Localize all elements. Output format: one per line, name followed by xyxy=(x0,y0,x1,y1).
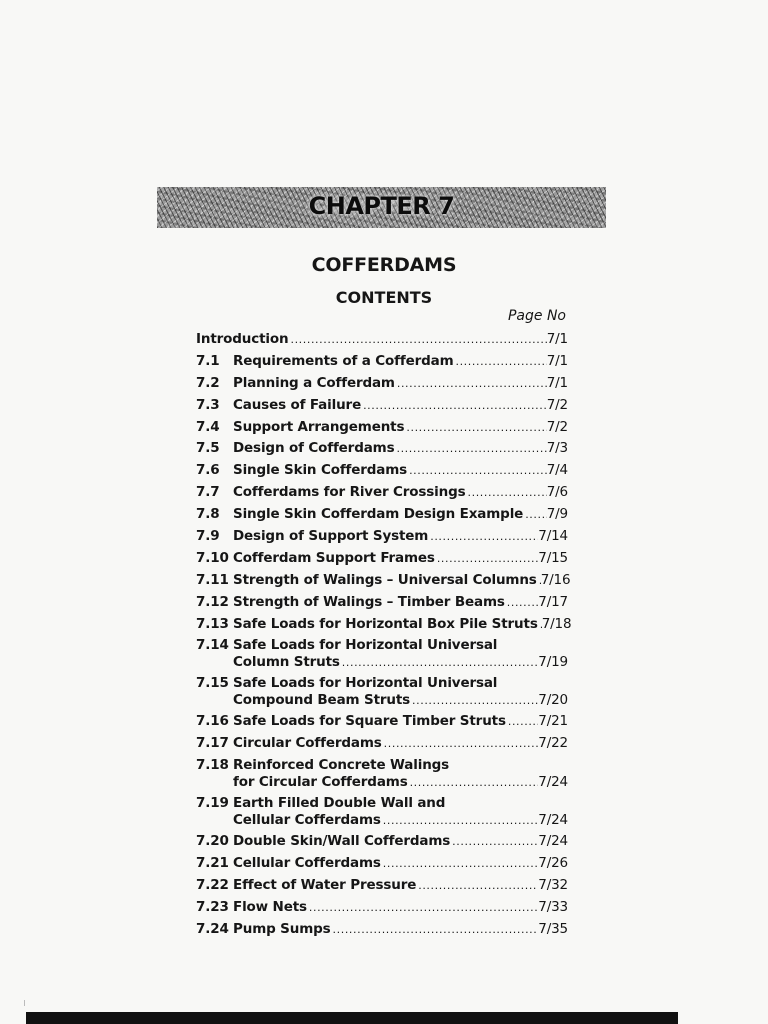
toc-page-number: 7/33 xyxy=(538,898,568,915)
toc-page-number: 7/24 xyxy=(538,812,568,829)
toc-entry xyxy=(196,921,568,938)
toc-number: 7.14 xyxy=(196,637,229,654)
toc-page-number: 7/6 xyxy=(546,484,568,501)
toc-number: 7.20 xyxy=(196,833,229,850)
toc-entry xyxy=(196,528,568,545)
scan-mark xyxy=(24,1000,25,1006)
toc-entry xyxy=(196,331,568,348)
toc-number: 7.1 xyxy=(196,352,220,369)
toc-entry xyxy=(196,899,568,916)
toc-page-number: 7/26 xyxy=(538,855,568,872)
toc-entry xyxy=(196,637,568,671)
toc-number: 7.24 xyxy=(196,920,229,937)
toc-page-number: 7/20 xyxy=(538,692,568,709)
toc-number: 7.19 xyxy=(196,795,229,812)
toc-title: Single Skin Cofferdams xyxy=(233,462,408,479)
dot-leader xyxy=(382,735,539,752)
toc-number: 7.5 xyxy=(196,440,220,457)
toc-title: Cellular Cofferdams xyxy=(233,812,381,829)
toc-title: Flow Nets xyxy=(233,898,307,915)
toc-line xyxy=(196,528,568,545)
toc-number: 7.13 xyxy=(196,615,229,632)
toc-line xyxy=(196,855,568,872)
toc-entry xyxy=(196,713,568,730)
page-title: COFFERDAMS xyxy=(311,254,457,276)
toc-line xyxy=(196,812,568,829)
toc-line xyxy=(196,353,568,370)
toc-entry xyxy=(196,440,568,457)
dot-leader xyxy=(340,654,538,671)
toc-title: Safe Loads for Horizontal Universal xyxy=(233,637,498,654)
dot-leader xyxy=(506,713,538,730)
toc-number: 7.10 xyxy=(196,549,229,566)
toc-line xyxy=(196,462,568,479)
toc-title: Effect of Water Pressure xyxy=(233,877,417,894)
toc-entry xyxy=(196,419,568,436)
toc-page-number: 7/17 xyxy=(538,593,568,610)
dot-leader xyxy=(435,550,538,567)
toc-page-number: 7/1 xyxy=(546,374,568,391)
toc-entry xyxy=(196,462,568,479)
toc-page-number: 7/1 xyxy=(546,331,568,347)
dot-leader xyxy=(394,440,546,457)
toc-line xyxy=(196,795,568,812)
toc-title: Pump Sumps xyxy=(233,920,331,937)
toc-title: Circular Cofferdams xyxy=(233,735,382,752)
toc-page-number: 7/32 xyxy=(538,877,568,894)
toc-title: Double Skin/Wall Cofferdams xyxy=(233,833,451,850)
toc-number: 7.12 xyxy=(196,593,229,610)
toc-page-number: 7/1 xyxy=(546,352,568,369)
dot-leader xyxy=(408,774,539,791)
toc-title: Safe Loads for Square Timber Struts xyxy=(233,713,506,730)
toc-line xyxy=(196,397,568,414)
toc-title: Safe Loads for Horizontal Universal xyxy=(233,675,498,692)
toc-title: Cellular Cofferdams xyxy=(233,855,381,872)
toc-entry xyxy=(196,877,568,894)
toc-entry xyxy=(196,833,568,850)
toc-line xyxy=(196,615,572,633)
toc-title: for Circular Cofferdams xyxy=(233,774,408,791)
toc-entry xyxy=(196,594,568,611)
toc-line xyxy=(196,440,568,457)
chapter-banner xyxy=(157,187,606,228)
toc-line xyxy=(196,675,568,692)
toc-number: 7.15 xyxy=(196,675,229,692)
toc-title: Compound Beam Struts xyxy=(233,692,411,709)
toc-title: Reinforced Concrete Walings xyxy=(233,757,450,774)
dot-leader xyxy=(450,833,538,850)
toc-entry xyxy=(196,571,571,589)
dot-leader xyxy=(416,877,538,894)
toc-number: 7.2 xyxy=(196,374,220,391)
toc-number: 7.16 xyxy=(196,713,229,730)
toc-page-number: 7/16 xyxy=(540,571,571,588)
toc-title: Earth Filled Double Wall and xyxy=(233,795,446,812)
toc-line xyxy=(196,484,568,501)
dot-leader xyxy=(404,419,546,436)
toc-number: 7.18 xyxy=(196,757,229,774)
toc-page-number: 7/4 xyxy=(546,462,568,479)
toc-line xyxy=(196,637,568,654)
dot-leader xyxy=(307,899,538,916)
chapter-banner-title: CHAPTER 7 xyxy=(308,192,455,220)
toc-entry xyxy=(196,675,568,709)
toc-number: 7.7 xyxy=(196,484,220,501)
toc-title: Strength of Walings – Timber Beams xyxy=(233,593,505,610)
toc-line xyxy=(196,331,568,348)
toc-page-number: 7/3 xyxy=(546,440,568,457)
toc-title: Introduction xyxy=(196,331,289,347)
toc-line xyxy=(196,877,568,894)
toc-number: 7.22 xyxy=(196,877,229,894)
dot-leader xyxy=(466,484,547,501)
toc-entry xyxy=(196,353,568,370)
toc-title: Cofferdams for River Crossings xyxy=(233,484,466,501)
toc-number: 7.4 xyxy=(196,418,220,435)
toc-line xyxy=(196,550,568,567)
toc-page-number: 7/2 xyxy=(546,396,568,413)
dot-leader xyxy=(410,692,538,709)
toc-page-number: 7/24 xyxy=(538,833,568,850)
contents-heading: CONTENTS xyxy=(335,288,433,307)
dot-leader xyxy=(381,812,538,829)
toc-number: 7.11 xyxy=(196,571,229,588)
toc-title: Requirements of a Cofferdam xyxy=(233,352,454,369)
dot-leader xyxy=(523,506,547,523)
toc-page-number: 7/22 xyxy=(538,735,568,752)
toc-title: Design of Support System xyxy=(233,528,429,545)
toc-entry xyxy=(196,484,568,501)
dot-leader xyxy=(288,331,546,348)
toc-page-number: 7/24 xyxy=(538,774,568,791)
toc-entry xyxy=(196,795,568,829)
toc-entry xyxy=(196,855,568,872)
toc-line xyxy=(196,774,568,791)
toc-line xyxy=(196,594,568,611)
toc-page-number: 7/35 xyxy=(538,920,568,937)
toc-line xyxy=(196,713,568,730)
toc-number: 7.21 xyxy=(196,855,229,872)
toc-title: Single Skin Cofferdam Design Example xyxy=(233,506,524,523)
toc-page-number: 7/18 xyxy=(541,615,572,632)
toc-entry xyxy=(196,397,568,414)
toc-line xyxy=(196,506,568,523)
toc-line xyxy=(196,375,568,392)
dot-leader xyxy=(331,921,539,938)
table-of-contents xyxy=(196,331,572,943)
toc-title: Column Struts xyxy=(233,654,340,671)
toc-line xyxy=(196,921,568,938)
toc-title: Planning a Cofferdam xyxy=(233,374,395,391)
toc-line xyxy=(196,757,568,774)
scan-edge-bar xyxy=(26,1012,678,1024)
dot-leader xyxy=(428,528,538,545)
toc-entry xyxy=(196,375,568,392)
toc-number: 7.9 xyxy=(196,528,220,545)
toc-title: Strength of Walings – Universal Columns xyxy=(233,571,537,588)
toc-page-number: 7/14 xyxy=(538,528,568,545)
dot-leader xyxy=(505,594,539,611)
toc-title: Cofferdam Support Frames xyxy=(233,549,435,566)
toc-number: 7.17 xyxy=(196,735,229,752)
toc-line xyxy=(196,654,568,671)
toc-entry xyxy=(196,757,568,791)
toc-entry xyxy=(196,615,572,633)
toc-number: 7.6 xyxy=(196,462,220,479)
toc-title: Safe Loads for Horizontal Box Pile Struts xyxy=(233,615,538,632)
dot-leader xyxy=(453,353,546,370)
toc-entry xyxy=(196,506,568,523)
dot-leader xyxy=(361,397,547,414)
toc-entry xyxy=(196,735,568,752)
toc-number: 7.3 xyxy=(196,396,220,413)
toc-page-number: 7/2 xyxy=(546,418,568,435)
toc-title: Support Arrangements xyxy=(233,418,405,435)
toc-number: 7.8 xyxy=(196,506,220,523)
dot-leader xyxy=(395,375,547,392)
toc-line xyxy=(196,419,568,436)
toc-page-number: 7/19 xyxy=(538,654,568,671)
toc-page-number: 7/21 xyxy=(538,713,568,730)
page-no-label: Page No xyxy=(507,308,566,324)
dot-leader xyxy=(407,462,547,479)
toc-line xyxy=(196,833,568,850)
toc-entry xyxy=(196,550,568,567)
toc-line xyxy=(196,899,568,916)
toc-title: Design of Cofferdams xyxy=(233,440,395,457)
toc-line xyxy=(196,735,568,752)
toc-page-number: 7/9 xyxy=(546,506,568,523)
toc-page-number: 7/15 xyxy=(538,549,568,566)
toc-title: Causes of Failure xyxy=(233,396,362,413)
dot-leader xyxy=(381,855,538,872)
toc-line xyxy=(196,571,571,589)
toc-line xyxy=(196,692,568,709)
toc-number: 7.23 xyxy=(196,898,229,915)
